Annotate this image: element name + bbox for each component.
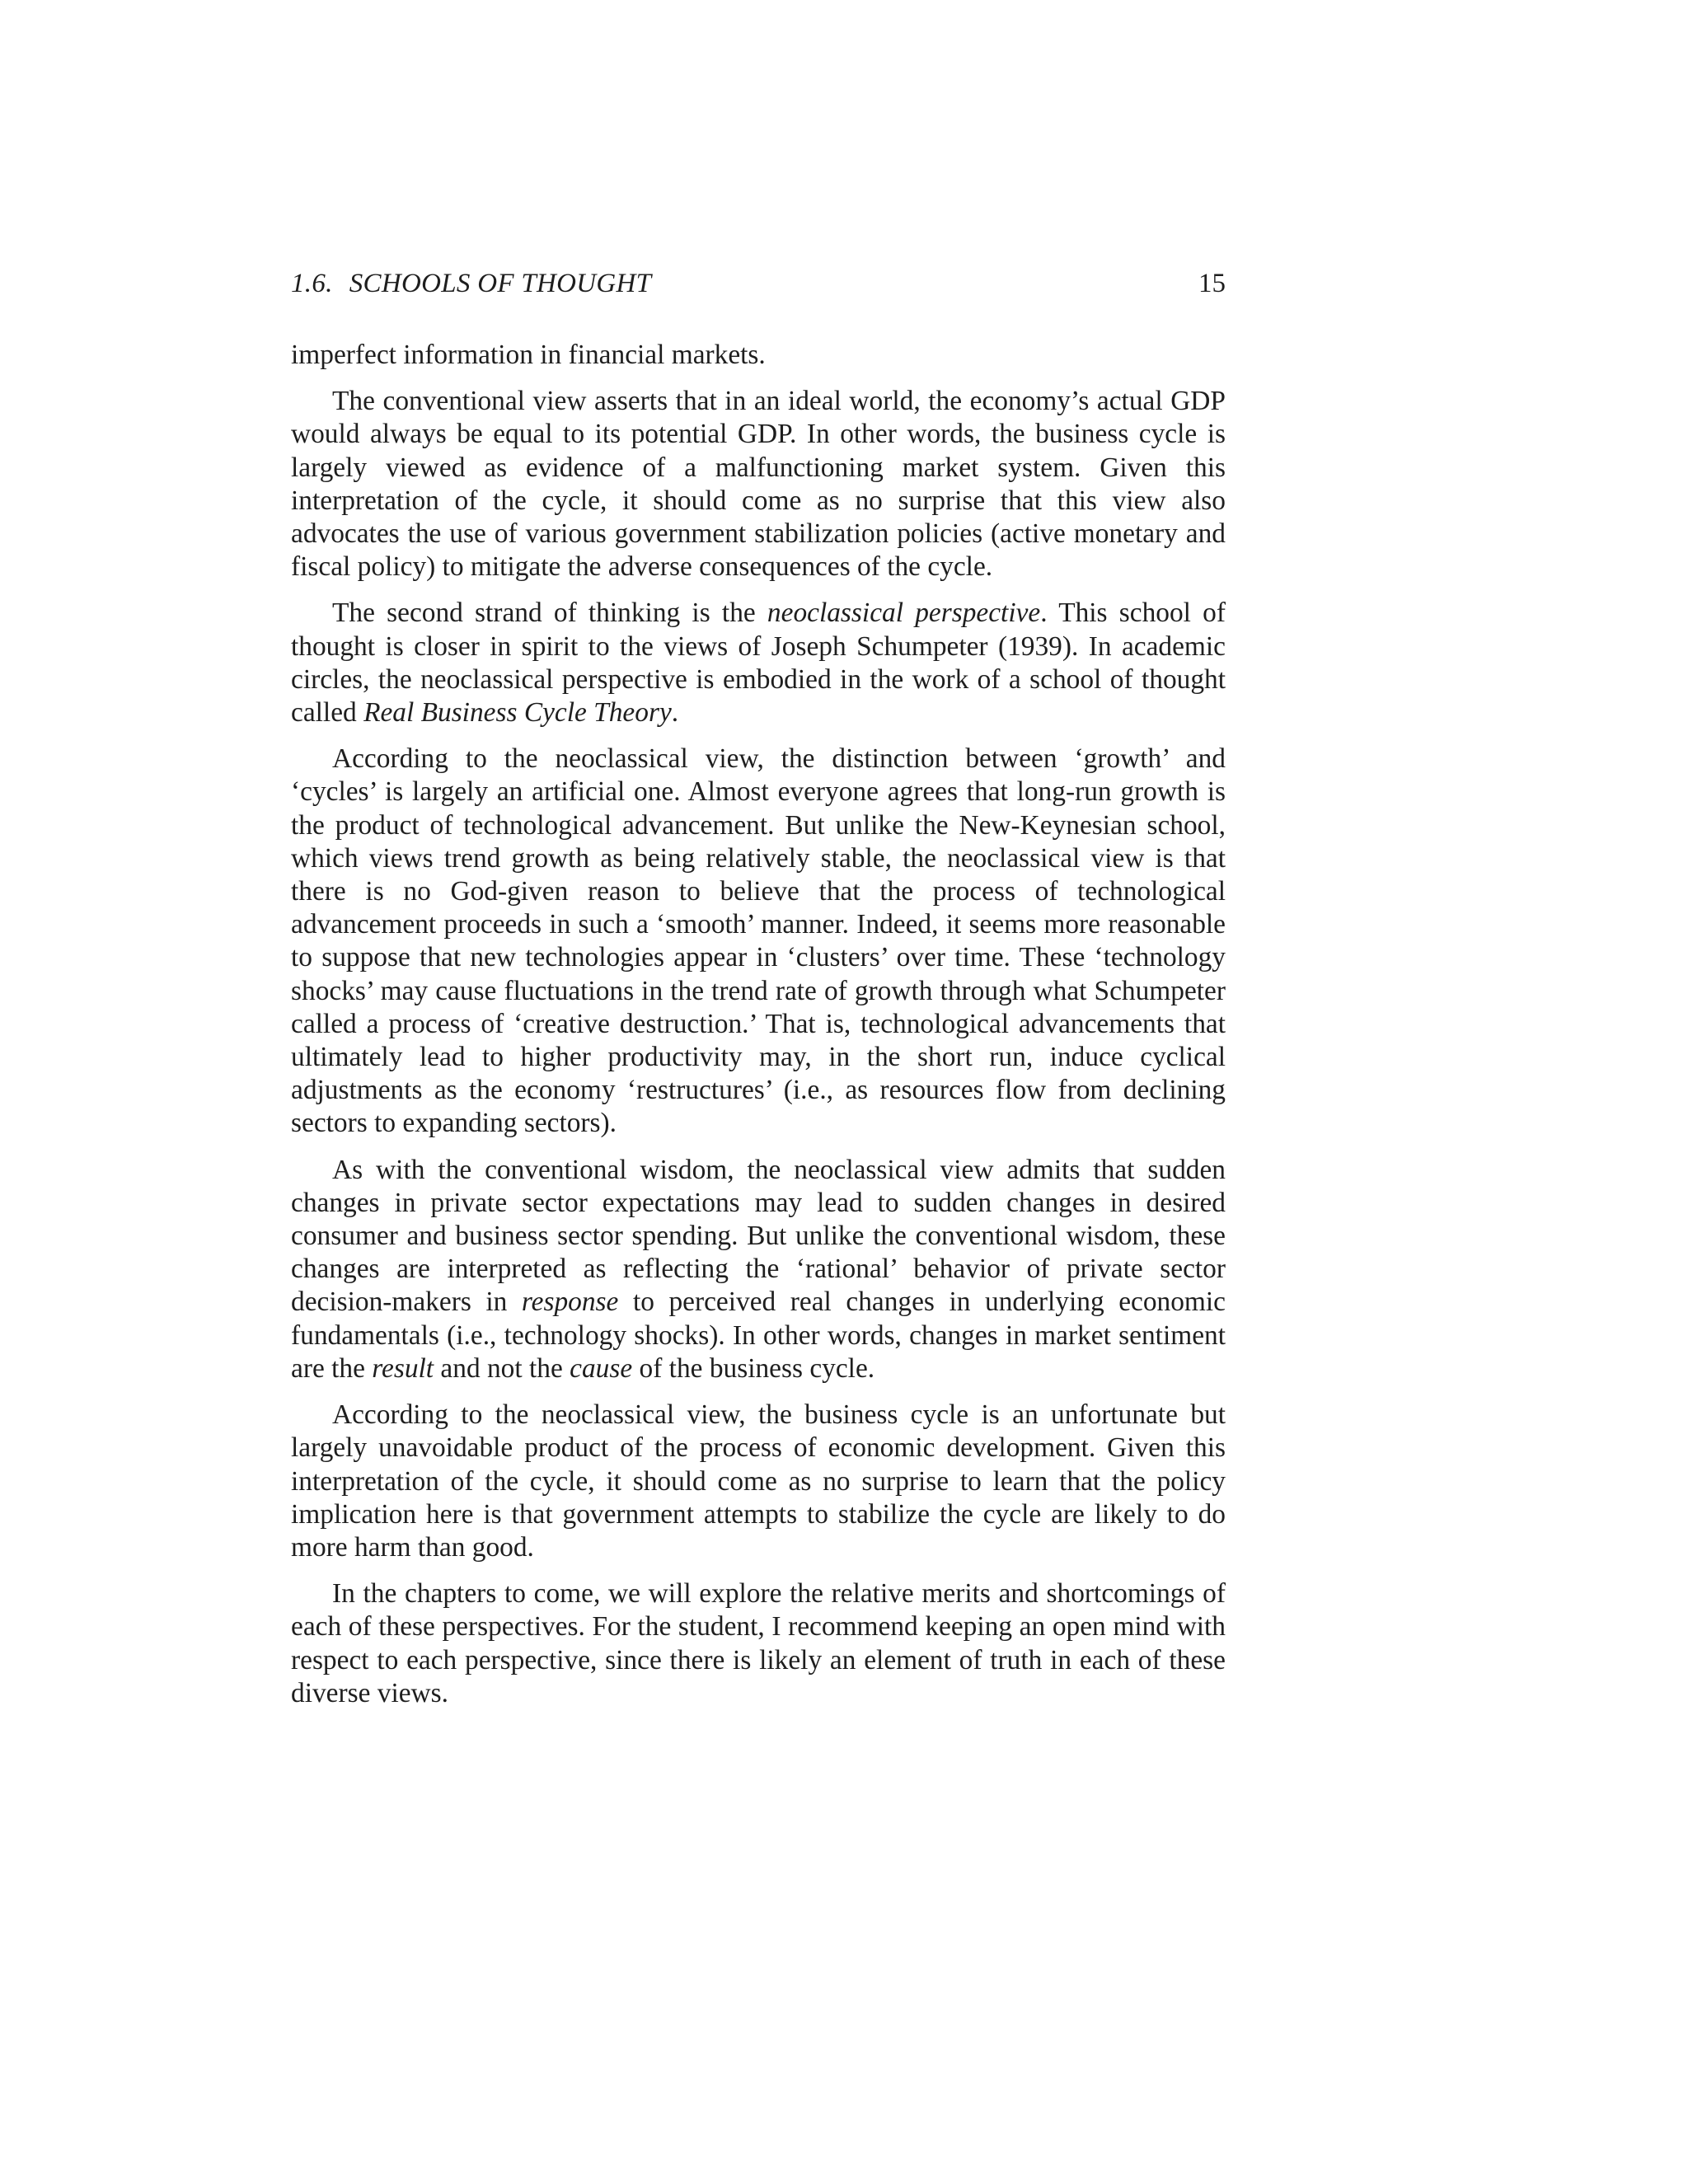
emphasis-cause: cause: [570, 1352, 633, 1384]
emphasis-response: response: [521, 1286, 619, 1318]
paragraph-3: [291, 597, 1226, 729]
emphasis-neoclassical-perspective: neoclassical perspective: [767, 598, 1041, 629]
paragraph-text: The second strand of thinking is the: [332, 598, 767, 629]
page-header: [291, 264, 1226, 303]
emphasis-result: result: [372, 1352, 434, 1384]
paragraph-text: and not the: [434, 1352, 570, 1384]
paragraph-7: [291, 1577, 1226, 1710]
paragraph-text: . This school of thought is closer in spirit to the views of Joseph Schumpeter (1939). In academic circles, the neoclassical perspective is embodied in the work of a school of thought called: [291, 598, 1226, 729]
paragraph-text: According to the neoclassical view, the distinction between ‘growth’ and ‘cycles’ is largely an artificial one. Almost everyone agrees that long-run growth is the product of technological advancement. But unlike the New-Keynesian school, which views trend growth as being relatively stable, the neoclassical view is that there is no God-given reason to believe that the process of technological advancement proceeds in such a ‘smooth’ manner. Indeed, it seems more reasonable to suppose that new technologies appear in ‘clusters’ over time. These ‘technology shocks’ may cause fluctuations in the trend rate of growth through what Schumpeter called a process of ‘creative destruction.’ That is, technological advancements that ultimately lead to higher productivity may, in the short run, induce cyclical adjustments as the economy ‘restructures’ (i.e., as resources flow from declining sectors to expanding sectors).: [291, 743, 1226, 1139]
body-text: [291, 339, 1226, 1723]
paragraph-6: [291, 1399, 1226, 1564]
paragraph-text: imperfect information in financial markets.: [291, 340, 766, 370]
paragraph-5: [291, 1154, 1226, 1385]
page-number: 15: [1198, 269, 1226, 298]
paragraph-2: [291, 385, 1226, 583]
paragraph-text: of the business cycle.: [632, 1352, 875, 1384]
emphasis-real-business-cycle-theory: Real Business Cycle Theory: [363, 697, 672, 729]
paragraph-text: According to the neoclassical view, the business cycle is an unfortunate but largely unavoidable product of the process of economic development. Given this interpretation of the cycle, it should come as no surprise to learn that the policy implication here is that government attempts to stabilize the cycle are likely to do more harm than good.: [291, 1399, 1226, 1563]
paragraph-4: [291, 743, 1226, 1140]
paragraph-text: .: [671, 697, 679, 729]
running-head: [291, 264, 651, 303]
paragraph-text: In the chapters to come, we will explore the relative merits and shortcomings of each of these perspectives. For the student, I recommend keeping an open mind with respect to each perspective, since there is likely an element of truth in each of these diverse views.: [291, 1578, 1226, 1708]
section-title: SCHOOLS OF THOUGHT: [349, 269, 652, 298]
paragraph-text: to perceived real changes in underlying economic fundamentals (i.e., technology shocks). In other words, changes in market sentiment are the: [291, 1286, 1226, 1384]
paragraph-text: The conventional view asserts that in an ideal world, the economy’s actual GDP would always be equal to its potential GDP. In other words, the business cycle is largely viewed as evidence of a malfunctioning market system. Given this interpretation of the cycle, it should come as no surprise that this view also advocates the use of various government stabilization policies (active monetary and fiscal policy) to mitigate the adverse consequences of the cycle.: [291, 386, 1226, 583]
paragraph-1: [291, 339, 1226, 372]
section-number: 1.6.: [291, 269, 333, 298]
paragraph-text: As with the conventional wisdom, the neoclassical view admits that sudden changes in private sector expectations may lead to sudden changes in desired consumer and business sector spending. But unlike the conventional wisdom, these changes are interpreted as reflecting the ‘rational’ behavior of private sector decision-makers in: [291, 1154, 1226, 1318]
